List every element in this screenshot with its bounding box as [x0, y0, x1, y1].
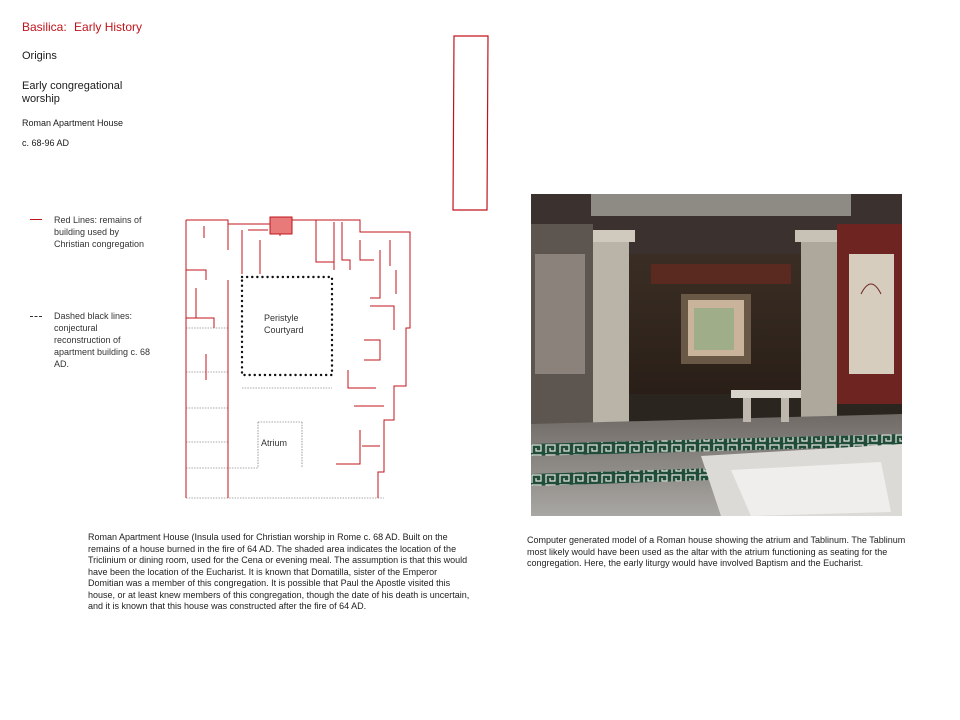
legend-red-line-swatch	[30, 219, 42, 220]
page-title	[22, 20, 142, 34]
legend-red-lines: Red Lines: remains of building used by Christian congregation	[54, 215, 145, 249]
topic-heading: Early congregational worship	[22, 80, 123, 105]
legend-dashed-lines: Dashed black lines: conjectural reconstruction of apartment building c. 68 AD.	[54, 311, 151, 369]
section-heading: Origins	[22, 50, 57, 62]
photo-caption: Computer generated model of a Roman house showing the atrium and Tablinum. The Tablinum most likely would have been used as the altar with the atrium functioning as seating for the congregation. Here, the early liturgy would have involved Baptism and the Eucharist.	[527, 535, 906, 568]
building-name: Roman Apartment House	[22, 118, 124, 128]
floor-plan	[184, 210, 414, 510]
plan-courtyard-label-2: Courtyard	[264, 325, 304, 335]
date-range: c. 68-96 AD	[22, 138, 70, 148]
red-outline-column	[452, 34, 488, 210]
title-main: Basilica:	[22, 20, 67, 34]
plan-caption: Roman Apartment House (Insula used for Christian worship in Rome c. 68 AD. Built on the remains of a house burned in the fire of 64 AD. The shaded area indicates the location of the Triclinium or dining room, used for the Cena or evening meal. The assumption is that this would have been the location of the Eucharist. It is known that Domatilla, sister of the Emperor Domitian was a member of this congregation. It is possible that Paul the Apostle visited this house, or at least knew members of this congregation, though the date of his death is uncertain, and it is known that this house was constructed after the fire of 64 AD.	[88, 532, 470, 611]
roman-house-model-image	[531, 194, 902, 516]
plan-courtyard-label-1: Peristyle	[264, 313, 299, 323]
plan-atrium-label: Atrium	[261, 438, 288, 448]
legend-dashed-line-swatch	[30, 316, 42, 317]
title-subtitle: Early History	[74, 20, 143, 34]
triclinium-shaded-room	[270, 217, 292, 234]
